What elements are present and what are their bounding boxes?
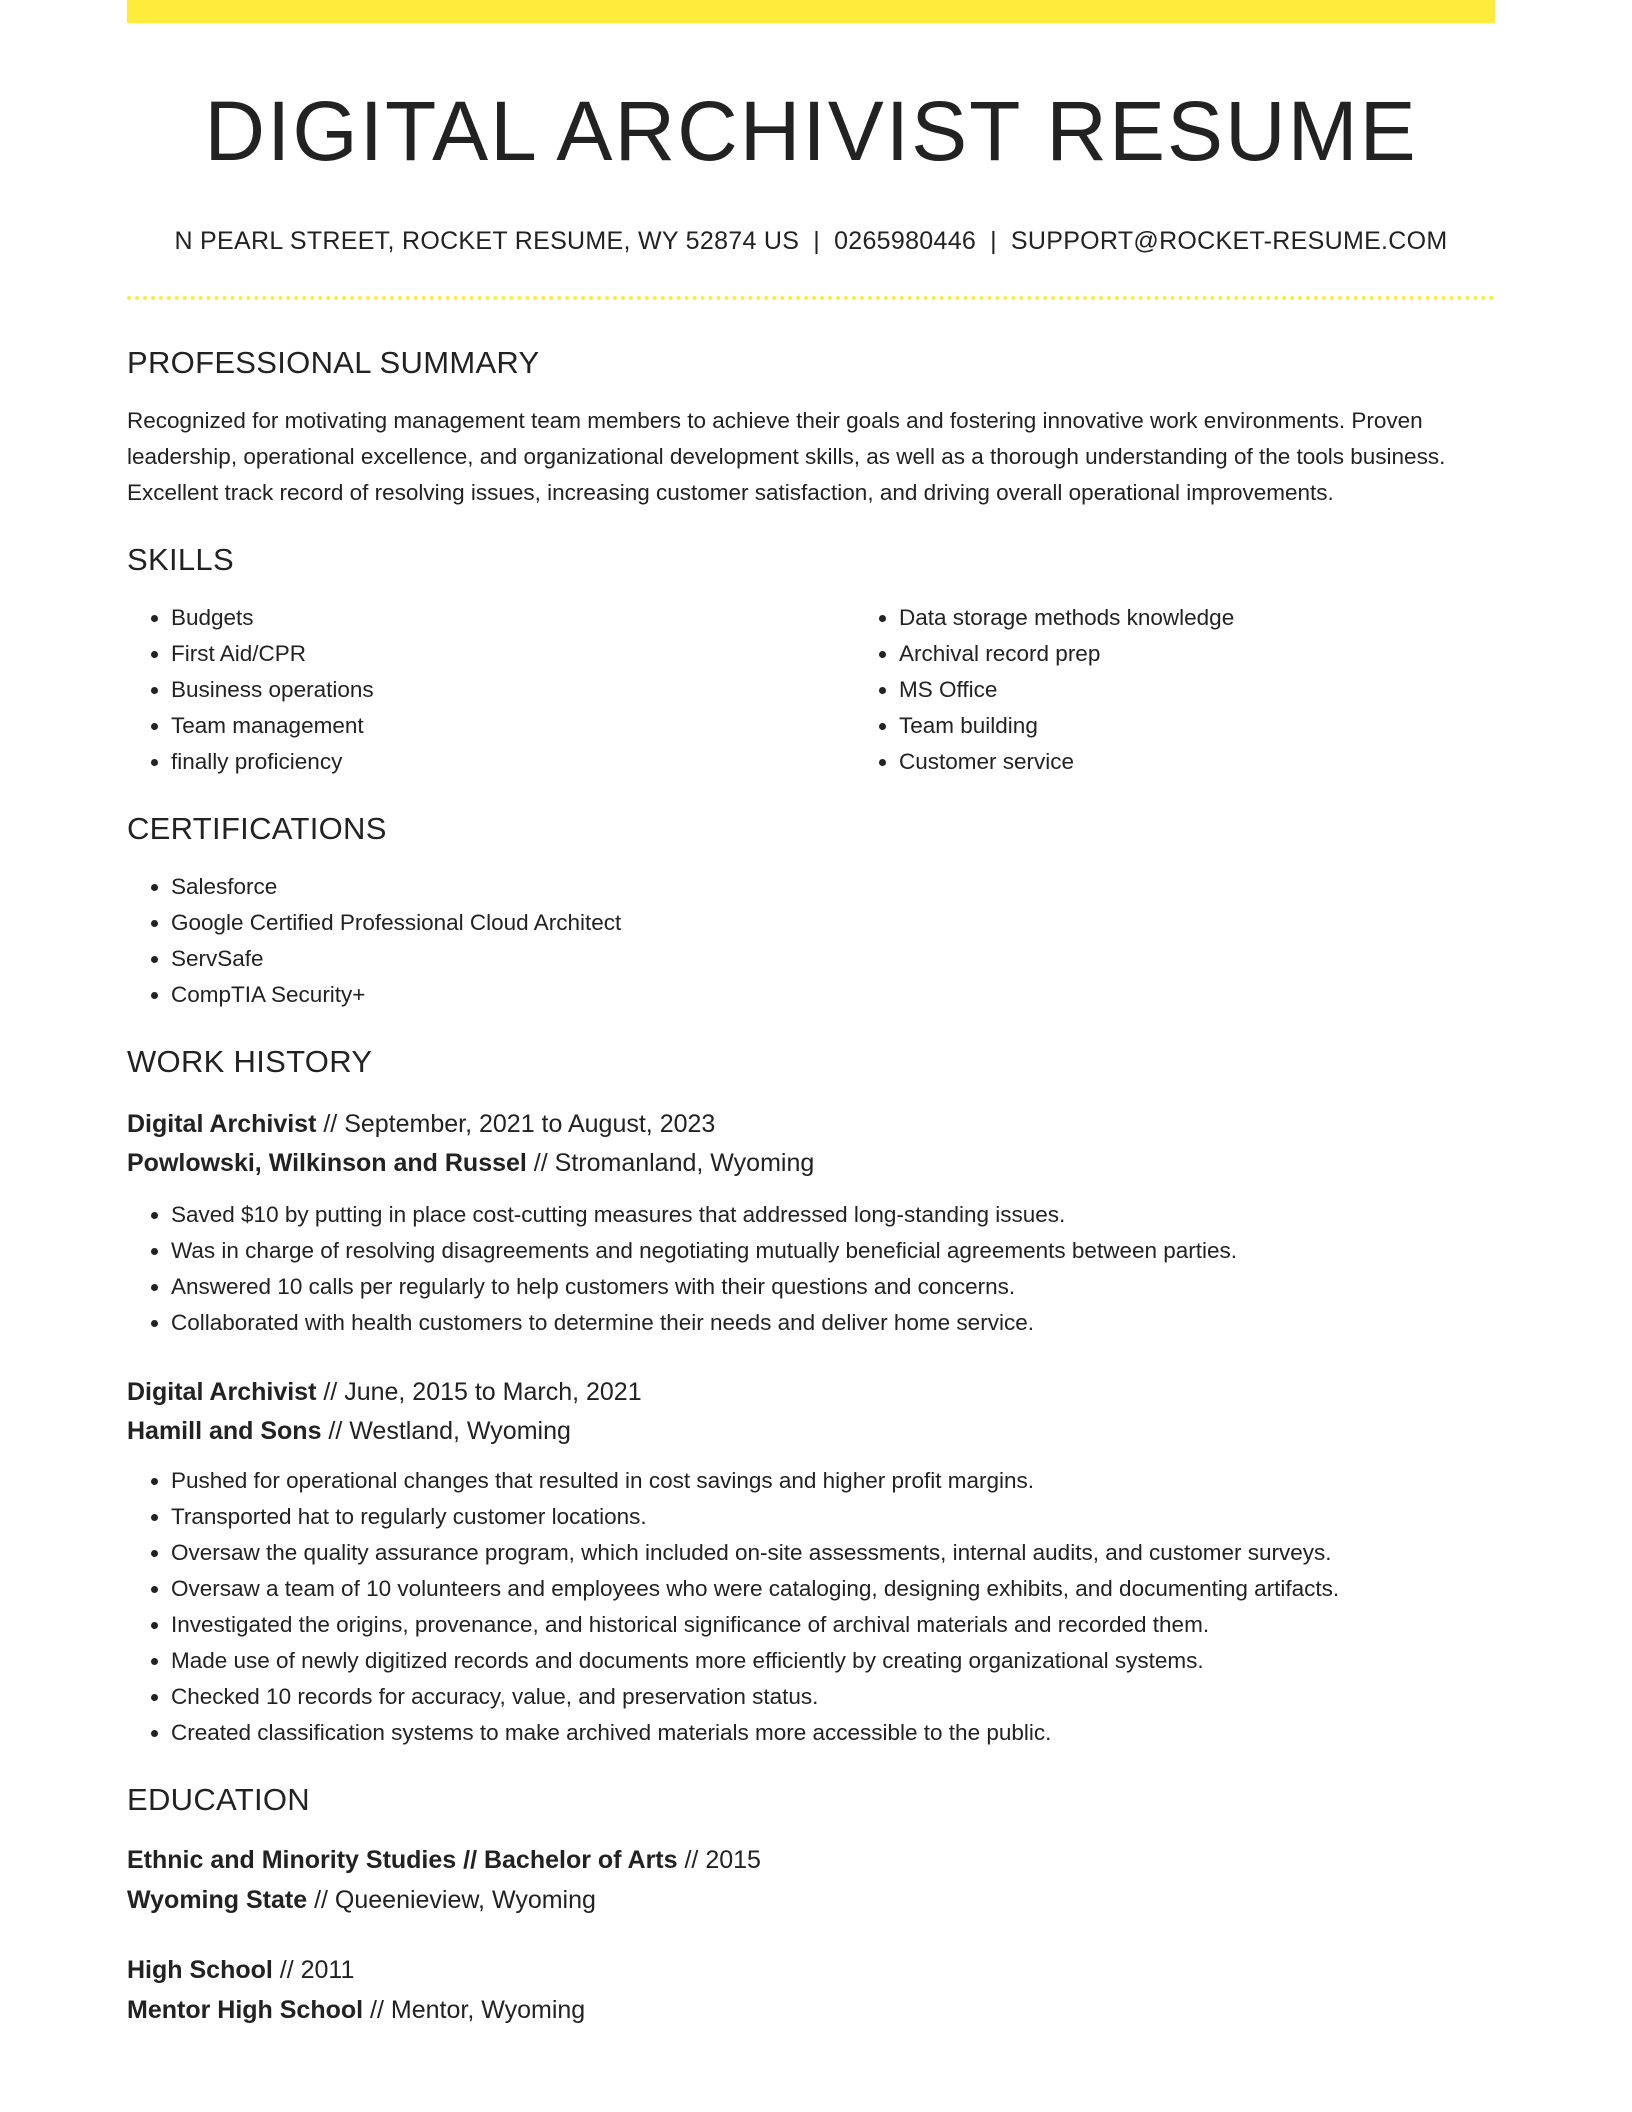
skill-item: • First Aid/CPR: [171, 636, 855, 672]
skill-item: • MS Office: [899, 672, 1583, 708]
job-duty: • Answered 10 calls per regularly to help customers with their questions and concerns.: [171, 1269, 1495, 1305]
resume-page: [127, 0, 1495, 2030]
skill-item: • Team building: [899, 708, 1583, 744]
job-entry: [127, 1373, 1495, 1751]
skills-heading: SKILLS: [127, 541, 234, 577]
skill-item: • finally proficiency: [171, 744, 855, 780]
skills-columns: [127, 578, 1495, 780]
job-header: [127, 1373, 1495, 1451]
certification-item: • Google Certified Professional Cloud Architect: [171, 905, 1495, 941]
job-duty: • Transported hat to regularly customer locations.: [171, 1499, 1495, 1535]
summary-heading: PROFESSIONAL SUMMARY: [127, 344, 540, 380]
certification-item: • Salesforce: [171, 869, 1495, 905]
education-school: Mentor High School: [127, 1995, 364, 2024]
top-accent-bar: [127, 0, 1495, 23]
job-duty: • Oversaw a team of 10 volunteers and employees who were cataloging, designing exhibits, and documenting artifacts.: [171, 1571, 1495, 1607]
job-duty: • Investigated the origins, provenance, and historical significance of archival materials and recorded them.: [171, 1607, 1495, 1643]
contact-separator: |: [990, 226, 997, 255]
certifications-heading: CERTIFICATIONS: [127, 811, 387, 847]
contact-line: [127, 226, 1495, 256]
education-school: Wyoming State: [127, 1885, 308, 1914]
education-entry: [127, 1950, 1495, 2030]
job-duty: • Oversaw the quality assurance program, which included on-site assessments, internal audits, and customer surveys.: [171, 1535, 1495, 1571]
education-heading: EDUCATION: [127, 1781, 310, 1817]
summary-text: Recognized for motivating management team members to achieve their goals and fostering innovative work environments. Proven leadership, operational excellence, and organizational development skills, as well as a thorough understanding of the tools business. Excellent track record of resolving issues, increasing customer satisfaction, and driving overall operational improvements.: [127, 407, 1446, 505]
job-dates: // June, 2015 to March, 2021: [316, 1377, 642, 1406]
job-duty: • Pushed for operational changes that resulted in cost savings and higher profit margins.: [171, 1463, 1495, 1499]
education-location: // Mentor, Wyoming: [363, 1995, 586, 2024]
job-duties-list: [127, 1463, 1495, 1751]
education-degree: Ethnic and Minority Studies // Bachelor of Arts: [127, 1845, 678, 1874]
job-duty: • Collaborated with health customers to determine their needs and deliver home service.: [171, 1305, 1495, 1341]
contact-separator: |: [813, 226, 821, 255]
skill-item: • Business operations: [171, 672, 855, 708]
contact-address: N PEARL STREET, ROCKET RESUME, WY 52874 US: [174, 226, 800, 255]
skills-list-left: [127, 600, 855, 780]
certification-item: • CompTIA Security+: [171, 977, 1495, 1013]
job-header: [127, 1105, 1495, 1183]
education-degree: High School: [127, 1955, 273, 1984]
contact-phone: 0265980446: [834, 226, 977, 255]
contact-email[interactable]: SUPPORT@ROCKET-RESUME.COM: [1010, 226, 1448, 255]
job-company: Powlowski, Wilkinson and Russel: [127, 1148, 527, 1177]
resume-title: DIGITAL ARCHIVIST RESUME: [204, 84, 1418, 178]
job-company: Hamill and Sons: [127, 1416, 322, 1445]
job-duty: • Was in charge of resolving disagreements and negotiating mutually beneficial agreements between parties.: [171, 1233, 1495, 1269]
education-location: // Queenieview, Wyoming: [307, 1885, 596, 1914]
job-location: // Stromanland, Wyoming: [526, 1148, 815, 1177]
certifications-list: [127, 869, 1495, 1013]
education-year: // 2011: [272, 1955, 355, 1984]
education-year: // 2015: [677, 1845, 761, 1874]
certification-item: • ServSafe: [171, 941, 1495, 977]
skills-list-right: [855, 600, 1583, 780]
job-duty: • Made use of newly digitized records and documents more efficiently by creating organizational systems.: [171, 1643, 1495, 1679]
skill-item: • Archival record prep: [899, 636, 1583, 672]
skill-item: • Budgets: [171, 600, 855, 636]
job-role: Digital Archivist: [127, 1109, 317, 1138]
job-duty: • Created classification systems to make archived materials more accessible to the public.: [171, 1715, 1495, 1751]
dotted-divider: [127, 296, 1495, 300]
skill-item: • Data storage methods knowledge: [899, 600, 1583, 636]
job-duty: • Saved $10 by putting in place cost-cutting measures that addressed long-standing issues.: [171, 1197, 1495, 1233]
job-duties-list: [127, 1197, 1495, 1341]
education-entry: [127, 1840, 1495, 1920]
skill-item: • Customer service: [899, 744, 1583, 780]
job-entry: [127, 1105, 1495, 1341]
work-history-heading: WORK HISTORY: [127, 1044, 373, 1080]
job-role: Digital Archivist: [127, 1377, 317, 1406]
job-location: // Westland, Wyoming: [321, 1416, 571, 1445]
job-dates: // September, 2021 to August, 2023: [316, 1109, 716, 1138]
job-duty: • Checked 10 records for accuracy, value, and preservation status.: [171, 1679, 1495, 1715]
skill-item: • Team management: [171, 708, 855, 744]
